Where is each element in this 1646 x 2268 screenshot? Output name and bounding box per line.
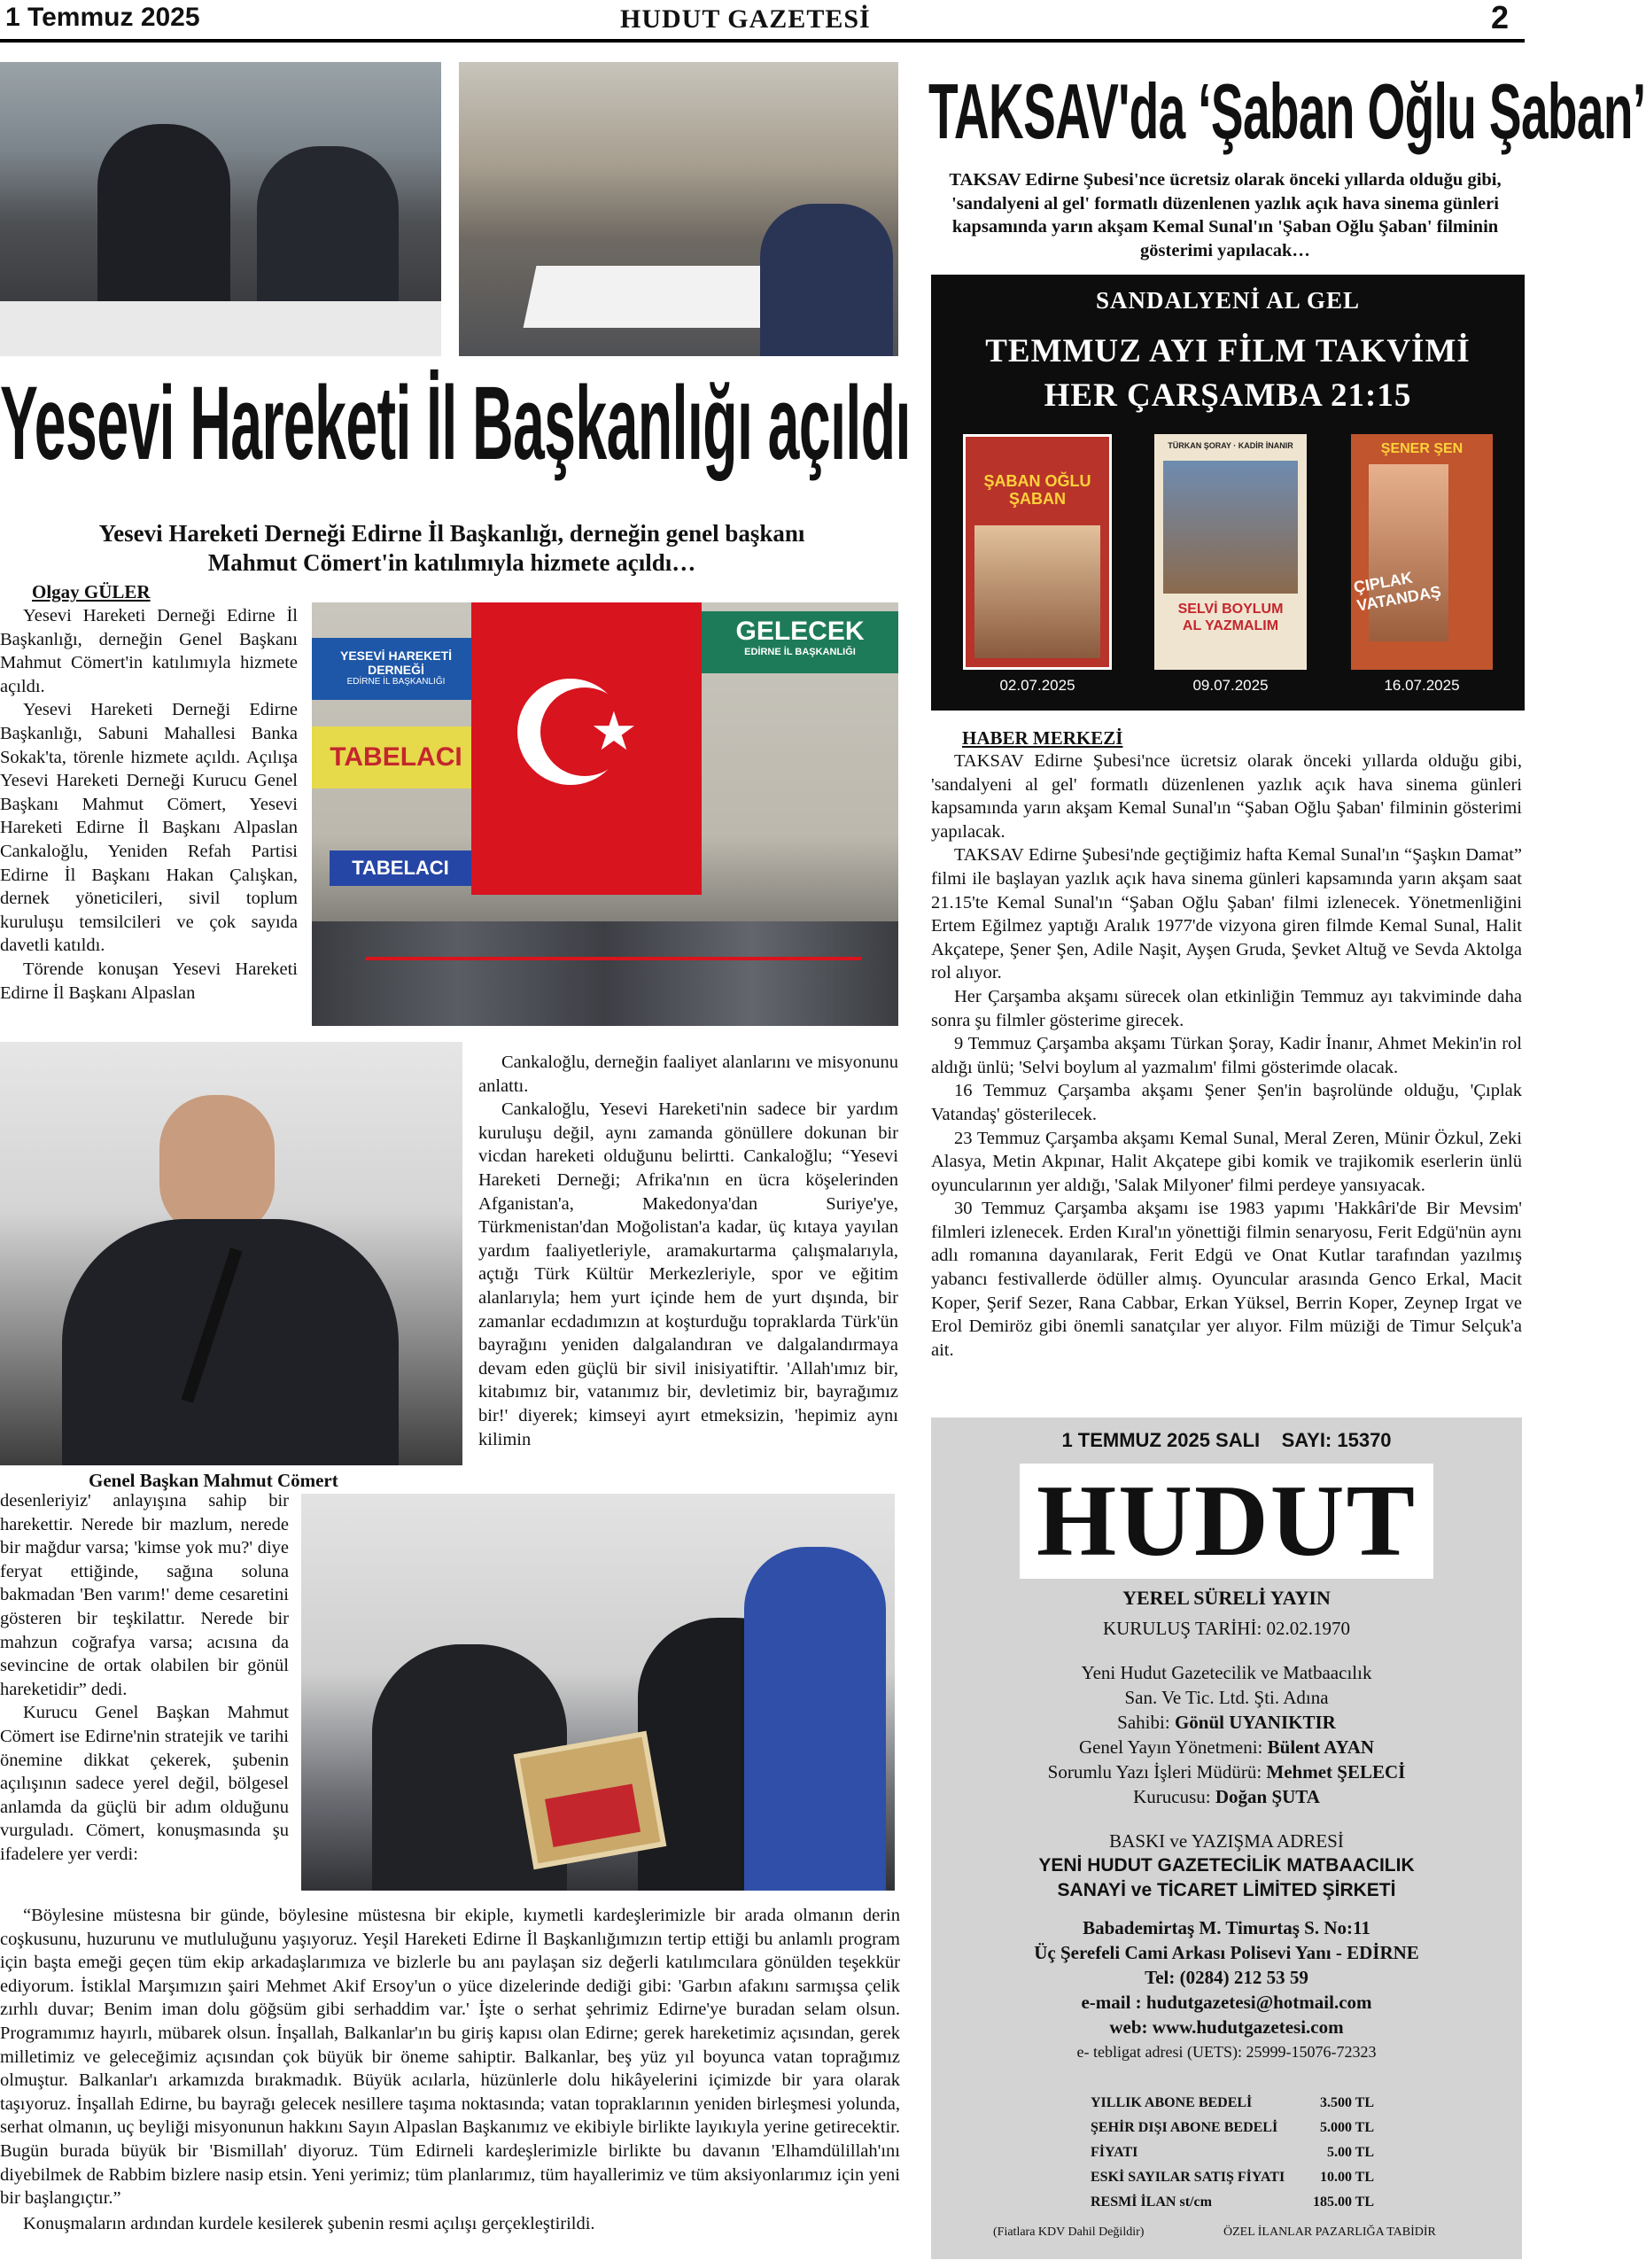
photo-person — [744, 1547, 886, 1891]
paragraph: desenleriyiz' anlayışına sahip bir harekettir. Nerede bir mazlum, nerede bir mağdur varsa; 'kimse yok mu?' diye feryat ettiğinde, sağına soluna bakmadan 'Ben varım!' deme cesaretini gösteren bir teşkilattır. Nerede bir mahzun coğrafya varsa; acısına da sevincine de ortak olabilen bir gönül hareketidir” dedi. — [0, 1491, 289, 1699]
shop-sign: TABELACI — [312, 726, 480, 788]
price-row — [1091, 2165, 1374, 2190]
film-title-1: ŞABAN OĞLU ŞABAN — [983, 472, 1091, 508]
paragraph: 30 Temmuz Çarşamba akşamı ise 1983 yapımı 'Hakkâri'de Bir Mevsim' filmleri izlenecek. Erden Kıral'ın yönettiği filmin senaryosu, Ferit Edgü'nün aynı adlı romanına dayanılarak, Ferit Edgü ve Onat Kutlar tarafından yazılmış yabancı festivallerde ödüller almış. Oyuncular arasında Genco Erkal, Macit Koper, Şerif Sezer, Rana Cabbar, Erkan Yüksel, Berrin Koper, Zeynep Irgat ve Erol Demiröz gibi önemli sanatçılar yer alıyor. Film müziği de Timur Selçuk'a ait. — [931, 1199, 1522, 1360]
flag-star-icon: ★ — [590, 701, 638, 763]
portrait-photo — [0, 1042, 462, 1465]
price-row — [1091, 2140, 1374, 2165]
left-col3 — [0, 1489, 289, 1867]
film-date-2: 09.07.2025 — [1192, 677, 1269, 694]
founder-label: Kurucusu: — [1133, 1786, 1215, 1807]
poster-line3: HER ÇARŞAMBA 21:15 — [1044, 377, 1412, 414]
left-quote — [0, 1904, 900, 2235]
film-still — [1163, 461, 1298, 594]
photo-table — [0, 301, 441, 356]
masthead-company2: San. Ve Tic. Ltd. Şti. Adına — [1124, 1687, 1329, 1708]
right-headline-wrap — [928, 66, 1646, 163]
masthead-founded: KURULUŞ TARİHİ: 02.02.1970 — [1102, 1618, 1351, 1639]
paragraph: Cankaloğlu, derneğin faaliyet alanlarını ve misyonunu anlattı. — [478, 1052, 898, 1096]
poster-line2: TEMMUZ AYI FİLM TAKVİMİ — [985, 333, 1471, 369]
plaque-photo — [301, 1494, 895, 1891]
price-label: RESMİ İLAN st/cm — [1091, 2194, 1212, 2210]
masthead-tel: Tel: (0284) 212 53 59 — [1145, 1967, 1308, 1988]
crowd — [312, 921, 898, 1026]
film-still — [974, 525, 1100, 658]
header-date: 1 Temmuz 2025 — [5, 3, 200, 32]
masthead-logo-box — [1020, 1464, 1433, 1579]
paragraph: 9 Temmuz Çarşamba akşamı Türkan Şoray, Kadir İnanır, Ahmet Mekin'in rol aldığı ünlü; 'Selvi boylum al yazmalım' filmi gösterimde olacak. — [931, 1034, 1522, 1077]
event-photo-2 — [459, 62, 898, 356]
sign-gelecek — [702, 611, 898, 673]
masthead-editor — [931, 1735, 1522, 1759]
portrait-caption: Genel Başkan Mahmut Cömert — [89, 1470, 338, 1491]
film-poster — [931, 275, 1525, 711]
sign-gelecek-text: GELECEK — [735, 617, 865, 646]
quote-paragraph: “Böylesine müstesna bir günde, böylesine müstesna bir ekiple, kıymetli kardeşlerimizle bir arada olmanın derin coşkusunu, huzurunu ve mutluluğunu yaşıyoruz. Yeşil Hareketi Edirne İl Başkanlığımızın tertip ettiği bu anlamlı program için başta emeği geçen tüm ekip arkadaşlarımıza ve bizlerle bu anı paylaşan siz değerli katılımcılara gönülden teşekkür ediyorum. İstiklal Marşımızın şairi Mehmet Akif Ersoy'un o yüce dizelerinde dediği gibi: 'Garbın afakını sarmışsa çelik zırhlı duvar; Benim iman dolu göğsüm gibi serhaddim var.' İşte o serhat şehrimiz Edirne'ye buradan selam olsun. Programımız hayırlı, mübarek olsun. İnşallah, Balkanlar'ın bu giriş kapısı olan Edirne; gerek hareketimiz açısından, gerek milletimiz ve geleceğimiz açısından çok büyük bir öneme sahiptir. Balkanlar, beş yüz yıl boyunca vatan toprağımız olmuştur. Balkanlar'ı arkamızda bırakmadık. Büyük acılarla, hüzünlerle dolu hikâyelerini içimizde bir yara olarak taşıyoruz. İnşallah Edirne, bu bayrağı gelecek nesillere taşıma noktasında; vatan topraklarının yeniden birleşmesi yolunda, serhat olmanın, uç beyliği misyonunun hakkını Sayın Alpaslan Başkanımız ve ekibiyle birlikte layıkıyla yerine getirecektir. Bugün burada büyük bir 'Bismillah' diyoruz. Tüm Edirneli kardeşlerimizle birlikte bu davanın 'Elhamdülillah'ını diyebilmek de Rabbim bizlere nasip etsin. Yeni yerimiz; tüm planlarımız, tüm hayallerimiz ve tüm aksiyonlarımız için yeni bir başlangıçtır.” — [0, 1906, 900, 2209]
right-headline: TAKSAV'da ‘Şaban Oğlu Şaban’ — [928, 67, 1646, 155]
photo-person-head — [159, 1095, 275, 1237]
film-poster-3 — [1351, 434, 1493, 670]
price-value: 185.00 TL — [1312, 2194, 1374, 2210]
film-date-1: 02.07.2025 — [999, 677, 1075, 694]
film-date-3: 16.07.2025 — [1384, 677, 1460, 694]
masthead-manager — [931, 1759, 1522, 1784]
masthead-note-left: (Fiatlara KDV Dahil Değildir) — [993, 2225, 1145, 2239]
price-label: YILLIK ABONE BEDELİ — [1091, 2095, 1253, 2110]
paragraph: Törende konuşan Yesevi Hareketi Edirne İl Başkanı Alpaslan — [0, 959, 298, 1003]
closing-paragraph: Konuşmaların ardından kurdele kesilerek şubenin resmi açılışı gerçekleştirildi. — [23, 2213, 595, 2233]
header-rule — [0, 39, 1525, 43]
masthead-addr1: Babademirtaş M. Timurtaş S. No:11 — [1083, 1917, 1370, 1938]
founder-name: Doğan ŞUTA — [1215, 1786, 1320, 1807]
masthead-box — [931, 1418, 1522, 2259]
owner-label: Sahibi: — [1117, 1712, 1175, 1733]
plaque — [514, 1731, 667, 1869]
left-subheadline: Yesevi Hareketi Derneği Edirne İl Başkanlığı, derneğin genel başkanı Mahmut Cömert'in katılımıyla hizmete açıldı… — [98, 520, 805, 576]
paragraph: Yesevi Hareketi Derneği Edirne İl Başkanlığı, derneğin Genel Başkanı Mahmut Cömert'in katılımıyla hizmete açıldı. — [0, 606, 298, 696]
turkish-flag — [471, 602, 702, 895]
paragraph: Kurucu Genel Başkan Mahmut Cömert ise Edirne'nin stratejik ve tarihi önemine dikkat çekerek, şubenin açılışının sadece yerel değil, bölgesel anlamda da güçlü bir adım olduğunu vurguladı. Cömert, konuşmasında şu ifadelere yer verdi: — [0, 1703, 289, 1864]
price-value: 5.00 TL — [1326, 2145, 1374, 2160]
photo-person — [760, 204, 893, 356]
paragraph: Her Çarşamba akşamı sürecek olan etkinliğin Temmuz ayı takviminde daha sonra şu filmler gösterime girecek. — [931, 986, 1522, 1030]
price-row — [1091, 2116, 1374, 2140]
event-photo-1 — [0, 62, 441, 356]
price-value: 3.500 TL — [1319, 2095, 1374, 2110]
sign-yesevi — [312, 638, 480, 700]
sign-yesevi-sub: EDİRNE İL BAŞKANLIĞI — [346, 677, 446, 687]
film-top-2: TÜRKAN ŞORAY · KADİR İNANIR — [1168, 441, 1293, 450]
masthead-press1: YENİ HUDUT GAZETECİLİK MATBAACILIK — [1038, 1855, 1415, 1876]
masthead-issue-line: 1 TEMMUZ 2025 SALI SAYI: 15370 — [1061, 1429, 1392, 1451]
owner-name: Gönül UYANIKTIR — [1174, 1712, 1336, 1733]
paragraph: TAKSAV Edirne Şubesi'nde geçtiğimiz hafta Kemal Sunal'ın “Şaşkın Damat” filmi ile başlayan yazlık açık hava sinema günleri kapsamında yarın akşam saat 21.15'te Kemal Sunal'ın “Şaban Oğlu Şaban' filmi izlenecek. Yönetmenliğini Ertem Eğilmez yaptığı Aralık 1977'de vizyona giren filmde Kemal Sunal, Halit Akçatepe, Şener Şen, Adile Naşit, Ayşen Gruda, Şevket Altuğ ve Sevda Aktolga rol alıyor. — [931, 845, 1522, 983]
masthead-address-title: BASKI ve YAZIŞMA ADRESİ — [1109, 1830, 1344, 1852]
price-label: ŞEHİR DIŞI ABONE BEDELİ — [1091, 2120, 1278, 2135]
sign-yesevi-text: YESEVİ HAREKETİ DERNEĞİ — [339, 649, 453, 677]
right-subheadline: TAKSAV Edirne Şubesi'nce ücretsiz olarak önceki yıllarda olduğu gibi, 'sandalyeni al gel' formatlı düzenlenen yazlık açık hava sinema günleri kapsamında yarın akşam Kemal Sunal'ın 'Şaban Oğlu Şaban' filminin gösterimi yapılacak… — [949, 170, 1502, 260]
shop-sign-2: TABELACI — [330, 850, 471, 886]
film-title-3: ÇIPLAK VATANDAŞ — [1352, 568, 1443, 615]
price-label: ESKİ SAYILAR SATIŞ FİYATI — [1091, 2170, 1285, 2185]
masthead-press2: SANAYİ ve TİCARET LİMİTED ŞİRKETİ — [1057, 1880, 1396, 1900]
editor-label: Genel Yayın Yönetmeni: — [1078, 1736, 1268, 1758]
masthead-founder — [931, 1784, 1522, 1809]
left-headline-wrap — [0, 361, 911, 494]
film-poster-2 — [1154, 434, 1307, 670]
ceremony-photo — [312, 602, 898, 1026]
left-headline: Yesevi Hareketi İl Başkanlığı açıldı — [0, 365, 911, 482]
price-value: 5.000 TL — [1319, 2120, 1374, 2135]
masthead-type: YEREL SÜRELİ YAYIN — [1122, 1587, 1331, 1609]
film-poster-1 — [963, 434, 1112, 670]
price-row — [1091, 2190, 1374, 2215]
masthead-email: e-mail : hudutgazetesi@hotmail.com — [1081, 1992, 1372, 2013]
masthead-addr2: Üç Şerefeli Cami Arkası Polisevi Yanı - EDİRNE — [1034, 1942, 1419, 1963]
price-value: 10.00 TL — [1319, 2170, 1374, 2185]
header-paper-name: HUDUT GAZETESİ — [620, 4, 871, 34]
paragraph: 16 Temmuz Çarşamba akşamı Şener Şen'in başrolünde olduğu, 'Çıplak Vatandaş' gösterilecek. — [931, 1081, 1522, 1124]
masthead-logo: HUDUT — [1037, 1464, 1417, 1578]
masthead-owner — [931, 1710, 1522, 1735]
masthead-web: web: www.hudutgazetesi.com — [1109, 2016, 1344, 2038]
page-number: 2 — [1491, 0, 1510, 35]
film-title-2: SELVİ BOYLUM AL YAZMALIM — [1177, 602, 1284, 633]
paragraph: Cankaloğlu, Yesevi Hareketi'nin sadece bir yardım kuruluşu değil, aynı zamanda gönüllere dokunan bir vicdan hareketi olduğunu belirtti. Cankaloğlu; “Yesevi Hareketi Derneği; Afrika'nın en ücra köşelerinden Afganistan'a, Makedonya'dan Suriye'ye, Türkmenistan'dan Moğolistan'a kadar, üç kıtaya yayılan yardım faaliyetleriyle, aramakurtarma çalışmalarıyla, açtığı Türk Kültür Merkezleriyle, spor ve eğitim alanlarıyla; hem yurt içinde hem de yurt dışında, bir zamanlar ecdadımızın at koşturduğu topraklarda Türk'ün bayrağını yeniden dalgalandıran ve dalgalandırmaya devam eden güçlü bir sivil inisiyatiftir. 'Allah'ımız bir, kitabımız bir, vatanımız bir, devletimiz bir, bayrağımız bir!' diyerek; kimseyi ayırt etmeksizin, 'hepimiz aynı kilimin — [478, 1099, 898, 1449]
manager-name: Mehmet ŞELECİ — [1266, 1761, 1406, 1783]
left-col2 — [478, 1051, 898, 1451]
editor-name: Bülent AYAN — [1267, 1736, 1375, 1758]
paragraph: TAKSAV Edirne Şubesi'nce ücretsiz olarak önceki yıllarda olduğu gibi, 'sandalyeni al gel' formatlı düzenlenen yazlık açık hava sinema günleri kapsamında yarın akşam Kemal Sunal'ın “Şaban Oğlu Şaban' filminin gösterimi yapılacak. — [931, 751, 1522, 842]
film-still — [1369, 464, 1448, 641]
sign-gelecek-sub: EDİRNE İL BAŞKANLIĞI — [744, 647, 856, 657]
masthead-uets: e- tebligat adresi (UETS): 25999-15076-72323 — [1076, 2043, 1377, 2061]
right-byline: HABER MERKEZİ — [962, 727, 1123, 749]
plaque-flag — [545, 1783, 641, 1847]
manager-label: Sorumlu Yazı İşleri Müdürü: — [1047, 1761, 1267, 1783]
price-row — [1091, 2091, 1374, 2116]
right-body — [931, 750, 1522, 1362]
masthead-company1: Yeni Hudut Gazetecilik ve Matbaacılık — [1081, 1662, 1372, 1683]
masthead-note-right: ÖZEL İLANLAR PAZARLIĞA TABİDİR — [1223, 2225, 1436, 2239]
film-top-3: ŞENER ŞEN — [1380, 441, 1464, 456]
price-table — [1091, 2091, 1374, 2215]
price-label: FİYATI — [1091, 2145, 1138, 2160]
poster-line1: SANDALYENİ AL GEL — [1095, 287, 1361, 314]
ribbon — [365, 957, 861, 960]
left-col1 — [0, 604, 298, 1005]
left-byline: Olgay GÜLER — [32, 581, 151, 602]
paragraph: 23 Temmuz Çarşamba akşamı Kemal Sunal, Meral Zeren, Münir Özkul, Zeki Alasya, Metin Akpınar, Halit Akçatepe gibi komik ve trajikomik eserlerin ünlü oyuncularının yer aldığı, 'Salak Milyoner' filmi perdeye yansıyacak. — [931, 1128, 1522, 1195]
paragraph: Yesevi Hareketi Derneği Edirne Başkanlığı, Sabuni Mahallesi Banka Sokak'ta, törenle hizmete açıldı. Açılışa Yesevi Hareketi Derneği Kurucu Genel Başkanı Mahmut Cömert, Yesevi Hareketi Edirne İl Başkanı Alpaslan Cankaloğlu, Yeniden Refah Partisi Edirne İl Başkanı Hakan Çalışkan, dernek yöneticileri, sivil toplum kuruluşu temsilcileri ve çok sayıda davetli katıldı. — [0, 700, 298, 956]
